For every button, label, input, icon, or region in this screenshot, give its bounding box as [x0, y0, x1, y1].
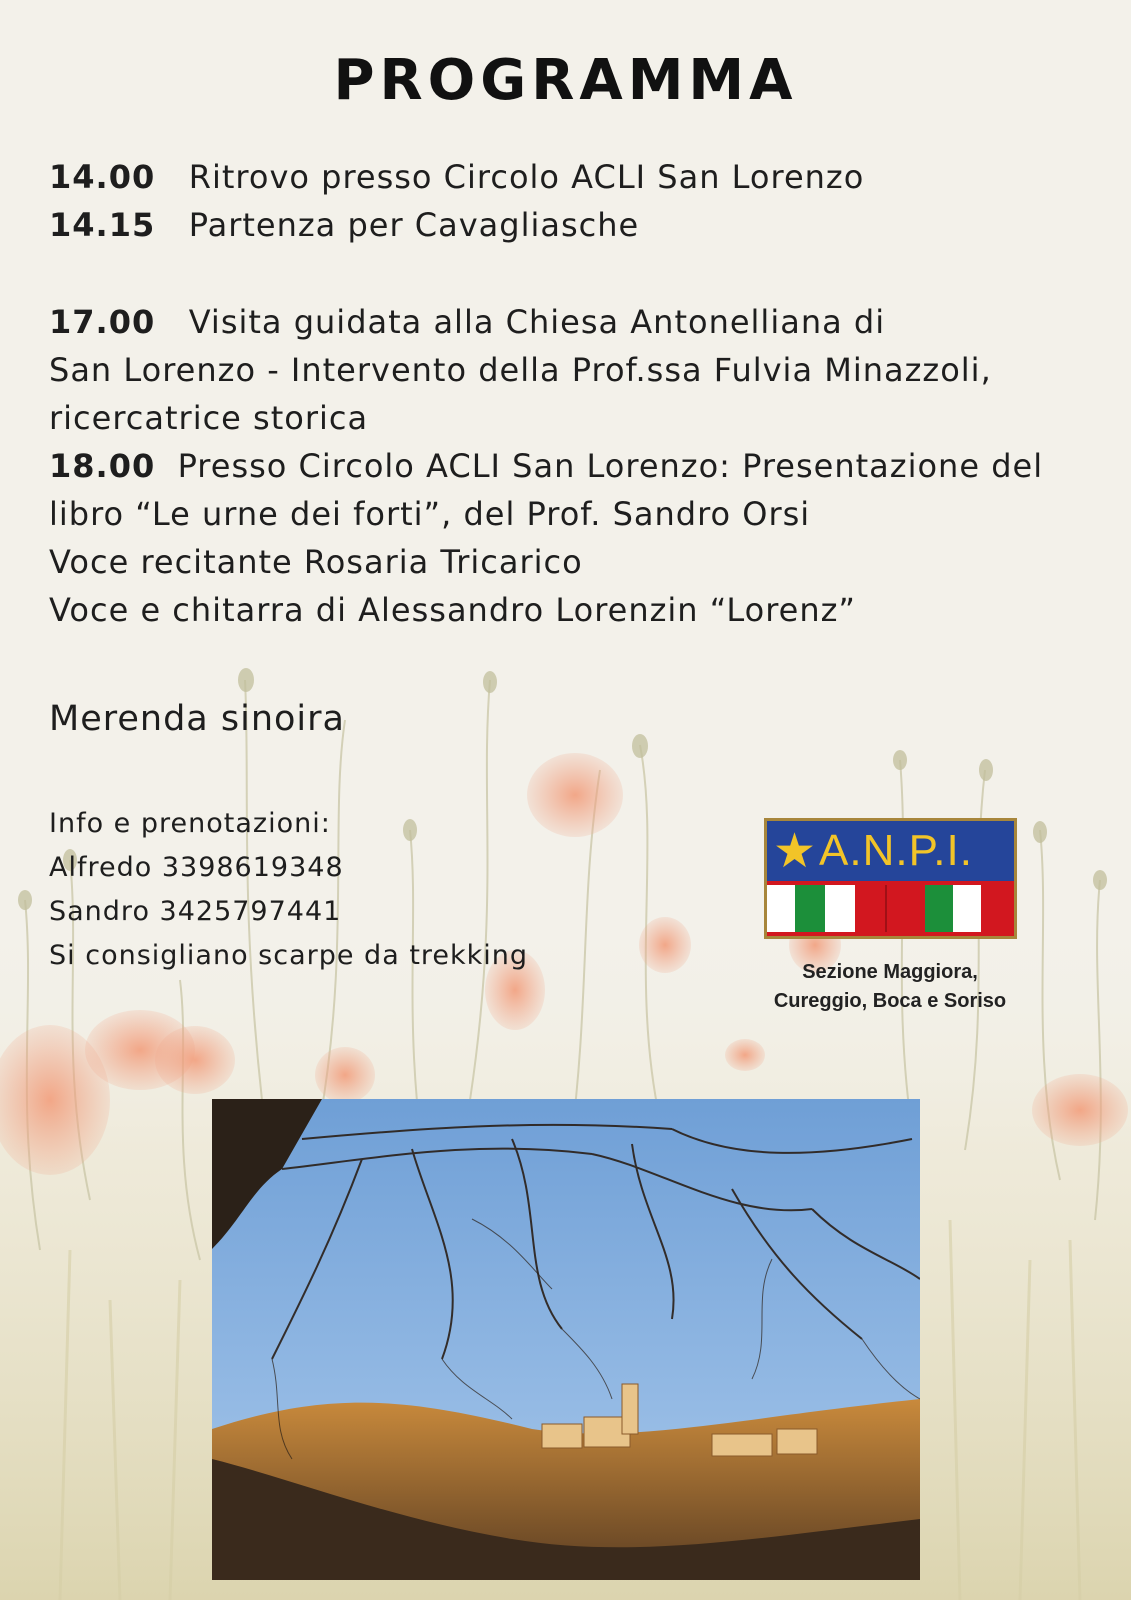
anpi-logo — [764, 818, 1017, 939]
schedule-text: Ritrovo presso Circolo ACLI San Lorenzo — [188, 158, 865, 196]
schedule-text: Partenza per Cavagliasche — [188, 206, 640, 244]
anpi-caption-line: Sezione Maggiora, — [802, 961, 978, 983]
schedule-line: ricercatrice storica — [49, 399, 369, 437]
schedule-time: 14.15 — [49, 206, 156, 244]
schedule-time: 17.00 — [49, 303, 156, 341]
anpi-logo-banner — [767, 821, 1014, 881]
landscape-photo — [212, 1099, 920, 1580]
trekking-note: Si consigliano scarpe da trekking — [49, 940, 529, 971]
schedule-line: libro “Le urne dei forti”, del Prof. Sandro Orsi — [49, 495, 811, 533]
anpi-caption-line: Cureggio, Boca e Soriso — [773, 990, 1007, 1012]
anpi-logo-text: A.N.P.I. — [819, 826, 973, 875]
snack-note: Merenda sinoira — [49, 699, 345, 739]
info-heading: Info e prenotazioni: — [49, 808, 331, 839]
schedule-line: Voce e chitarra di Alessandro Lorenzin “Lorenz” — [49, 591, 856, 629]
anpi-caption — [720, 958, 1060, 1016]
schedule-text: Presso Circolo ACLI San Lorenzo: Presentazione del — [177, 447, 1044, 485]
schedule-time: 14.00 — [49, 158, 156, 196]
anpi-logo-flags — [767, 881, 1014, 936]
contact-alfredo: Alfredo 3398619348 — [49, 852, 344, 883]
schedule-item-1700 — [49, 298, 885, 346]
schedule-line: San Lorenzo - Intervento della Prof.ssa Fulvia Minazzoli, — [49, 351, 992, 389]
schedule-time: 18.00 — [49, 447, 156, 485]
page-title: PROGRAMMA — [333, 48, 798, 113]
schedule-item-1400 — [49, 153, 864, 201]
schedule-item-1415 — [49, 201, 639, 249]
contact-sandro: Sandro 3425797441 — [49, 896, 342, 927]
schedule-line: Voce recitante Rosaria Tricarico — [49, 543, 583, 581]
schedule-text: Visita guidata alla Chiesa Antonelliana di — [188, 303, 886, 341]
star-icon: ★ — [773, 823, 817, 879]
schedule-item-1800 — [49, 442, 1043, 490]
